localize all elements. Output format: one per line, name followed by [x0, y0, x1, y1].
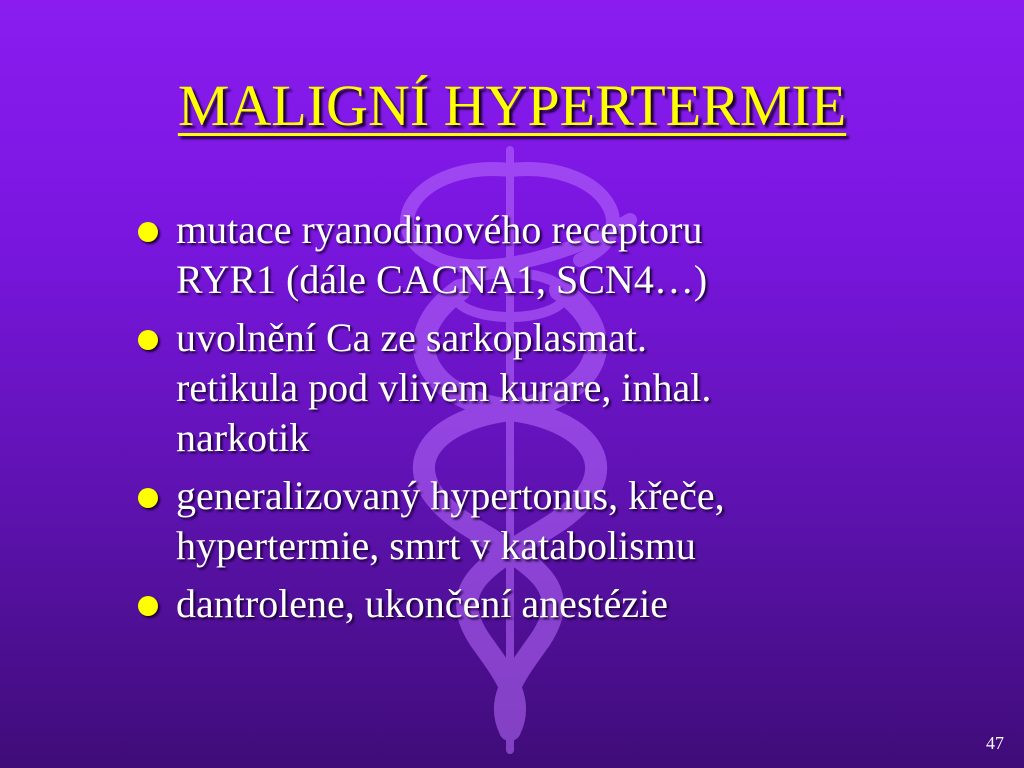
- list-item: [138, 579, 918, 629]
- bullet-icon: [138, 596, 158, 616]
- bullet-line: uvolnění Ca ze sarkoplasmat.: [176, 315, 647, 360]
- page-number: 47: [986, 733, 1004, 753]
- bullet-icon: [138, 330, 158, 350]
- bullet-list: [138, 205, 918, 637]
- bullet-line: generalizovaný hypertonus, křeče,: [176, 473, 725, 518]
- list-item: [138, 313, 918, 463]
- bullet-line: mutace ryanodinového receptoru: [176, 207, 703, 252]
- bullet-line: dantrolene, ukončení anestézie: [176, 581, 668, 626]
- bullet-icon: [138, 488, 158, 508]
- bullet-icon: [138, 222, 158, 242]
- slide-title: MALIGNÍ HYPERTERMIE: [177, 73, 847, 138]
- bullet-line: narkotik: [176, 415, 310, 460]
- list-item: [138, 205, 918, 305]
- list-item: [138, 471, 918, 571]
- bullet-line: RYR1 (dále CACNA1, SCN4…): [176, 257, 708, 302]
- bullet-line: hypertermie, smrt v katabolismu: [176, 523, 696, 568]
- bullet-line: retikula pod vlivem kurare, inhal.: [176, 365, 712, 410]
